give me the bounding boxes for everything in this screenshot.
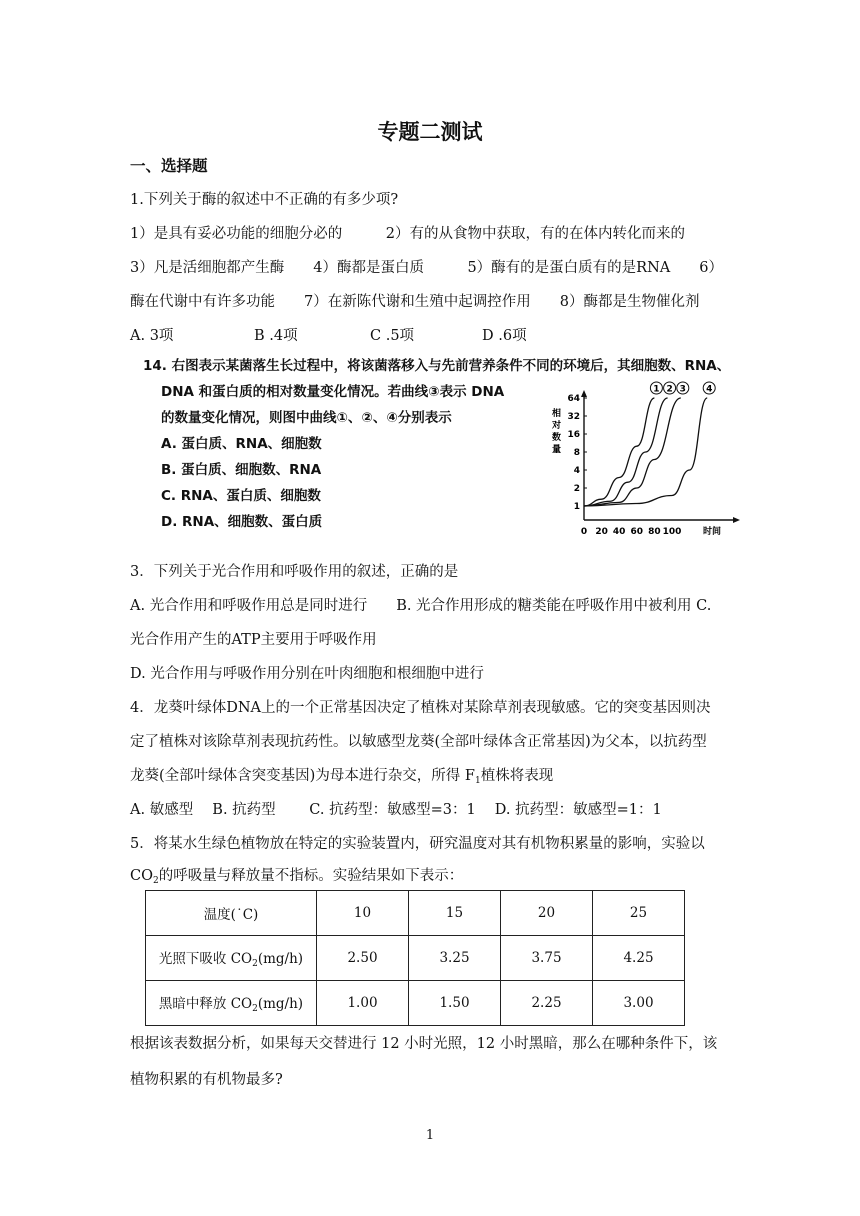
x-tick-label: 0 [580, 527, 588, 537]
q5-co: CO [130, 868, 153, 884]
table-header-cell: 15 [409, 891, 501, 936]
q5-line2-tail: 的呼吸量与释放量不指标。实验结果如下表示： [158, 868, 464, 884]
table-cell: 2.50 [317, 936, 409, 981]
q1-line1: 1）是具有妥必功能的细胞分必的 2）有的从食物中获取，有的在体内转化而来的 [130, 226, 685, 242]
q14-option-b: B. 蛋白质、细胞数、RNA [161, 462, 322, 478]
x-axis-label: 时间 [703, 527, 722, 537]
q1-option-d: D .6项 [482, 328, 527, 344]
q14-option-c: C. RNA、蛋白质、细胞数 [161, 488, 321, 504]
y-tick-label: 4 [573, 466, 580, 476]
table-row [146, 936, 685, 981]
q1-stem: 1.下列关于酶的叙述中不正确的有多少项? [130, 192, 399, 208]
y-tick-label: 64 [567, 394, 580, 404]
curve-2 [584, 398, 668, 506]
q1-line3: 酶在代谢中有许多功能 7）在新陈代谢和生殖中起调控作用 8）酶都是生物催化剂 [130, 294, 700, 310]
row-label-dark [146, 981, 317, 1026]
ylabel-char-2: 对 [552, 421, 562, 431]
x-axis-arrow [733, 517, 740, 523]
x-tick-label: 60 [630, 527, 644, 537]
q3-line1: A. 光合作用和呼吸作用总是同时进行 B. 光合作用形成的糖类能在呼吸作用中被利用 C. [130, 598, 712, 614]
table-cell: 3.25 [409, 936, 501, 981]
table-cell: 3.75 [501, 936, 593, 981]
table-cell: 1.00 [317, 981, 409, 1026]
q4-line1: 4．龙葵叶绿体DNA上的一个正常基因决定了植株对某除草剂表现敏感。它的突变基因则决 [130, 700, 711, 716]
x-tick-label: 80 [648, 527, 661, 537]
curve-label: 1 [653, 384, 660, 395]
row-label-light-text: 光照下吸收 CO [158, 951, 253, 967]
q4-line3-tail: 植株将表现 [480, 768, 554, 784]
ylabel-char-3: 数 [552, 433, 562, 443]
y-tick-label: 32 [567, 412, 580, 422]
curve-label: 3 [679, 384, 686, 395]
table-header-label: 温度(˙C) [146, 891, 317, 936]
q1-line2: 3）凡是活细胞都产生酶 4）酶都是蛋白质 5）酶有的是蛋白质有的是RNA 6） [130, 260, 723, 276]
y-tick-label: 8 [573, 448, 580, 458]
curve-3 [584, 398, 681, 506]
q3-line2: 光合作用产生的ATP主要用于呼吸作用 [130, 632, 377, 648]
q4-line3 [130, 766, 553, 791]
table-cell: 4.25 [593, 936, 685, 981]
table-cell: 2.25 [501, 981, 593, 1026]
q3-stem: 3．下列关于光合作用和呼吸作用的叙述，正确的是 [130, 564, 459, 580]
q4-options: A. 敏感型 B. 抗药型 C. 抗药型：敏感型=3：1 D. 抗药型：敏感型=1：1 [130, 802, 662, 818]
q5-after-2: 植物积累的有机物最多? [130, 1072, 283, 1088]
table-header-row [146, 891, 685, 936]
row-label-dark-text: 黑暗中释放 CO [158, 996, 253, 1012]
q14-stem-1: 14. 右图表示某菌落生长过程中，将该菌落移入与先前营养条件不同的环境后，其细胞数、RNA、 [143, 358, 731, 374]
y-axis-label [551, 407, 561, 455]
q1-options [130, 326, 527, 346]
y-axis-arrow [581, 390, 587, 397]
data-table [145, 890, 685, 1026]
growth-chart [548, 380, 744, 540]
q3-line3: D. 光合作用与呼吸作用分别在叶肉细胞和根细胞中进行 [130, 666, 484, 682]
table-row [146, 981, 685, 1026]
page-title: 专题二测试 [377, 120, 483, 144]
curve-label: 4 [706, 384, 713, 395]
y-tick-label: 1 [573, 502, 580, 512]
row-label-light-sub: 2 [252, 959, 258, 969]
y-tick-label: 16 [567, 430, 580, 440]
q14-option-d: D. RNA、细胞数、蛋白质 [161, 514, 323, 530]
row-label-light [146, 936, 317, 981]
row-label-dark-sub: 2 [252, 1004, 258, 1014]
table-header-cell: 25 [593, 891, 685, 936]
q4-line2: 定了植株对该除草剂表现抗药性。以敏感型龙葵(全部叶绿体含正常基因)为父本，以抗药型 [130, 734, 707, 750]
x-tick-label: 20 [595, 527, 608, 537]
q1-option-a: A. 3项 [130, 328, 174, 344]
q5-line1: 5．将某水生绿色植物放在特定的实验装置内，研究温度对其有机物积累量的影响，实验以 [130, 836, 705, 852]
q5-co-subscript: 2 [152, 876, 159, 886]
q4-line3-text: 龙葵(全部叶绿体含突变基因)为母本进行杂交，所得 F [130, 768, 475, 784]
x-tick-label: 40 [612, 527, 626, 537]
q14-stem-3: 的数量变化情况，则图中曲线①、②、④分别表示 [161, 410, 452, 426]
x-tick-label: 100 [662, 527, 682, 537]
table-cell: 3.00 [593, 981, 685, 1026]
table-header-cell: 10 [317, 891, 409, 936]
q1-option-c: C .5项 [370, 328, 415, 344]
q1-option-b: B .4项 [254, 328, 298, 344]
ylabel-char-4: 量 [552, 445, 562, 455]
q4-line3-subscript: 1 [474, 776, 481, 786]
q5-after-1: 根据该表数据分析，如果每天交替进行 12 小时光照，12 小时黑暗，那么在哪种条件下，该 [130, 1036, 718, 1052]
table-cell: 1.50 [409, 981, 501, 1026]
section-heading: 一、选择题 [130, 157, 208, 175]
q14-stem-2: DNA 和蛋白质的相对数量变化情况。若曲线③表示 DNA [161, 384, 505, 400]
page-number: 1 [425, 1128, 435, 1143]
row-label-dark-unit: (mg/h) [257, 996, 304, 1012]
q14-option-a: A. 蛋白质、RNA、细胞数 [161, 436, 322, 452]
y-tick-label: 2 [573, 484, 580, 494]
table-header-cell: 20 [501, 891, 593, 936]
ylabel-char-1: 相 [552, 409, 562, 419]
curve-label: 2 [666, 384, 673, 395]
q5-line2 [130, 866, 463, 891]
row-label-light-unit: (mg/h) [257, 951, 304, 967]
